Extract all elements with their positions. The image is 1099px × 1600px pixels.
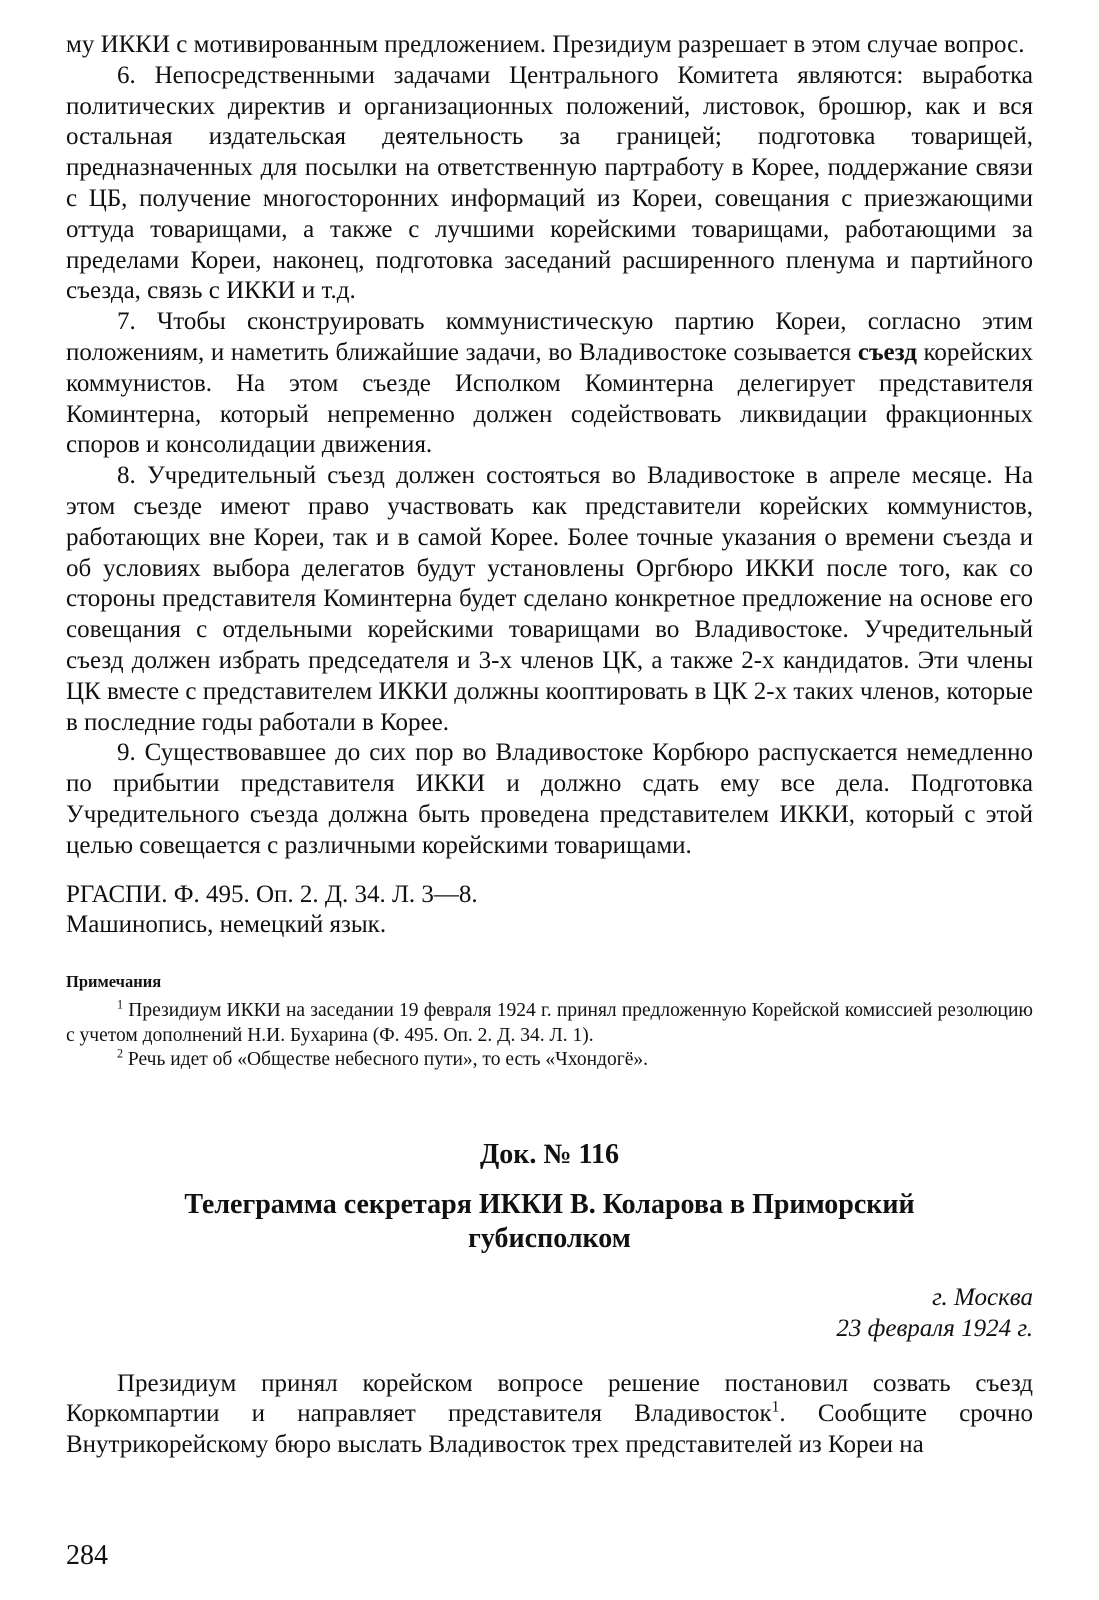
note-2-marker: 2 [117, 1046, 124, 1061]
place: г. Москва [932, 1283, 1033, 1311]
telegram-text [66, 1369, 1033, 1461]
paragraph-7-text-b: корейских коммунистов. На этом съезде Исполком Коминтерна делегирует представителя Коминтерна, который непременно должен содействовать ликвидации фракционных споров и консолидации движения. [66, 338, 1033, 459]
paragraph-continued: му ИККИ с мотивированным предложением. Президиум разрешает в этом случае вопрос. [66, 31, 1025, 58]
notes [66, 999, 1033, 1073]
document-type: Машинопись, немецкий язык. [66, 911, 387, 939]
telegram-paragraph [66, 1369, 1033, 1461]
paragraph-8: 8. Учредительный съезд должен состояться во Владивостоке в апреле месяце. На этом съезде имеют право участвовать как представители корейских коммунистов, работающих вне Кореи, так и в самой Корее. Более точные указания о времени съезда и об условиях выбора делегатов будут установлены Оргбюро ИККИ после того, как со стороны представителя Коминтерна будет сделано конкретное предложение на основе его совещания с отдельными корейскими товарищами во Владивостоке. Учредительный съезд должен избрать председателя и 3-х членов ЦК, а также 2-х кандидатов. Эти члены ЦК вместе с представителем ИККИ должны кооптировать в ЦК 2-х таких членов, которые в последние годы работали в Корее. [66, 462, 1033, 736]
archive-reference: РГАСПИ. Ф. 495. Оп. 2. Д. 34. Л. 3—8. [66, 880, 478, 908]
main-text [66, 30, 1033, 862]
note-1-text: Президиум ИККИ на заседании 19 февраля 1924 г. принял предложенную Корейской комиссией резолюцию с учетом дополнений Н.И. Бухарина (Ф. 495. Оп. 2. Д. 34. Л. 1). [66, 1000, 1033, 1046]
archive-source [66, 880, 1033, 942]
note-2-text: Речь идет об «Обществе небесного пути», то есть «Чхондогё». [123, 1049, 648, 1071]
page-number: 284 [66, 1540, 108, 1571]
document-number: Док. № 116 [480, 1138, 619, 1170]
note-1 [66, 999, 1033, 1048]
paragraph-7 [66, 307, 1033, 461]
notes-heading: Примечания [66, 972, 162, 992]
telegram-text-a: Президиум принял корейском вопросе решение постановил созвать съезд Коркомпартии и направляет представителя Владивосток [66, 1369, 1033, 1428]
note-2 [66, 1048, 1033, 1073]
telegram-text-b: . Сообщите срочно Внутрикорейскому бюро выслать Владивосток трех представителей из Кореи на [66, 1400, 1033, 1459]
paragraph-7-bold-word: съезд [857, 338, 917, 366]
document-title: Телеграмма секретаря ИККИ В. Коларова в Приморский губисполком [184, 1188, 915, 1254]
date: 23 февраля 1924 г. [836, 1314, 1033, 1342]
note-1-marker: 1 [117, 997, 124, 1012]
paragraph-7-text-a: 7. Чтобы сконструировать коммунистическую партию Кореи, согласно этим положениям, и наметить ближайшие задачи, во Владивостоке созывается [66, 308, 1033, 366]
telegram-footnote-marker: 1 [771, 1399, 780, 1417]
place-and-date [66, 1282, 1033, 1344]
paragraph-6: 6. Непосредственными задачами Центрального Комитета являются: выработка политических директив и организационных положений, листовок, брошюр, как и вся остальная издательская деятельность за границей; подготовка товарищей, предназначенных для посылки на ответственную партработу в Корее, поддержание связи с ЦБ, получение многосторонних информаций из Кореи, совещания с приезжающими оттуда товарищами, а также с лучшими корейскими товарищами, работающими за пределами Кореи, наконец, подготовка заседаний расширенного пленума и партийного съезда, связь с ИККИ и т.д. [66, 61, 1033, 305]
paragraph-9: 9. Существовавшее до сих пор во Владивостоке Корбюро распускается немедленно по прибытии представителя ИККИ и должно сдать ему все дела. Подготовка Учредительного съезда должна быть проведена представителем ИККИ, который с этой целью совещается с различными корейскими товарищами. [66, 739, 1033, 859]
